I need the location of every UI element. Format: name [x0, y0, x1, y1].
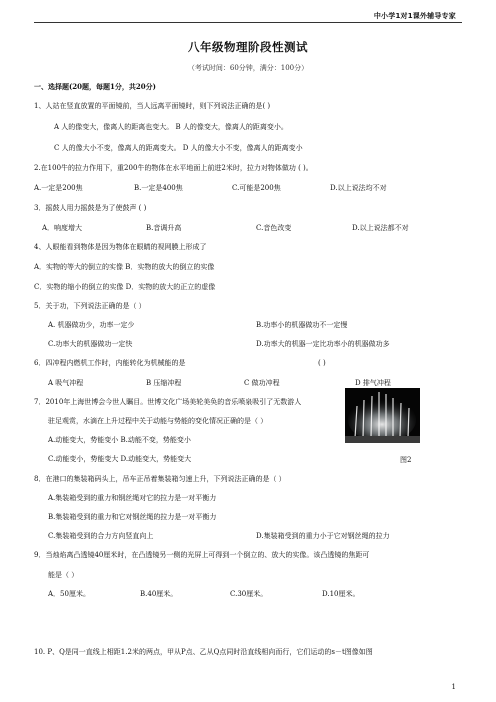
header-rule	[34, 22, 462, 23]
question-4-options-cd: C．实物的缩小的倒立的实像 D．实物的放大的正立的虚像	[34, 283, 216, 291]
question-6-stem: 6．四冲程内燃机工作时，内能转化为机械能的是	[34, 359, 186, 367]
question-5-option-b: B.功率小的机器做功不一定慢	[256, 321, 348, 329]
question-5-option-a: A. 机器做功少，功率一定少	[48, 321, 135, 329]
question-1-stem: 1、人站在竖直放置的平面镜前，当人远离平面镜时，则下列说法正确的是( )	[34, 102, 271, 110]
question-8-option-b: B.集装箱受到的重力和它对钢丝绳的拉力是一对平衡力	[48, 513, 217, 521]
question-7-stem: 7．2010年上海世博会今世人瞩目。世博文化广场美轮美奂的音乐喷泉吸引了无数游人	[34, 398, 302, 406]
question-7-options-cd: C.动能变小，势能变大 D.动能变大，势能变大	[48, 455, 192, 463]
figure-2-label: 图2	[400, 456, 412, 464]
question-2-stem: 2.在100牛的拉力作用下，重200牛的物体在水平地面上前进2米时，拉力对物体做功 ( )。	[34, 164, 313, 172]
question-7-stem-continued: 驻足观赏，水滴在上升过程中关于动能与势能的变化情况正确的是（ ）	[48, 417, 268, 425]
question-3-option-a: A．响度增大	[42, 224, 83, 232]
question-2-option-d: D.以上说法均不对	[330, 184, 387, 192]
question-7-options-ab: A.动能变大，势能变小 B.动能不变，势能变小	[48, 436, 191, 444]
question-4-stem: 4、人眼能看到物体是因为物体在眼睛的视网膜上形成了	[34, 243, 207, 251]
question-6-option-b: B 压缩冲程	[146, 379, 182, 387]
question-3-option-b: B.音调升高	[146, 224, 182, 232]
page-number: 1	[451, 683, 456, 691]
question-9-stem: 9．当烛焰离凸透镜40厘米时，在凸透镜另一侧的光屏上可得到一个倒立的、放大的实像。该凸透镜的焦距可	[34, 551, 370, 559]
question-5-stem: 5．关于功，下列说法正确的是（ ）	[34, 302, 146, 310]
question-9-stem-continued: 能是（ ）	[48, 571, 79, 579]
page-title: 八年级物理阶段性测试	[188, 40, 308, 54]
question-1-options-cd: C 人的像大小不变，像离人的距离变大。 D 人的像大小不变，像离人的距离变小	[54, 144, 303, 152]
header-brand: 中小学1对1课外辅导专家	[373, 12, 456, 20]
question-9-option-c: C.30厘米。	[230, 590, 268, 598]
question-6-option-a: A 吸气冲程	[48, 379, 84, 387]
question-2-option-a: A.一定是200焦	[34, 184, 83, 192]
question-3-option-d: D.以上说法都不对	[352, 224, 409, 232]
question-2-option-c: C.可能是200焦	[232, 184, 281, 192]
question-8-option-a: A.集装箱受到的重力和钢丝绳对它的拉力是一对平衡力	[48, 494, 217, 502]
question-9-option-a: A．50厘米。	[48, 590, 90, 598]
question-10-stem: 10. P、Q是同一直线上相距1.2米的两点，甲从P点、乙从Q点同时沿直线相向而行，它们运动的s－t图像如图	[34, 648, 373, 656]
exam-info: （考试时间：60分钟，满分：100分）	[187, 64, 309, 72]
question-1-options-ab: A 人的像变大，像离人的距离也变大。 B 人的像变大，像离人的距离变小。	[54, 123, 288, 131]
question-6-option-c: C 做功冲程	[244, 379, 280, 387]
question-9-option-b: B.40厘米。	[140, 590, 178, 598]
question-5-option-c: C.功率大的机器做功一定快	[48, 340, 133, 348]
question-4-options-ab: A．实物的等大的倒立的实像 B．实物的放大的倒立的实像	[34, 263, 215, 271]
question-2-option-b: B.一定是400焦	[134, 184, 183, 192]
question-3-option-c: C.音色改变	[256, 224, 292, 232]
fountain-photo	[345, 388, 420, 443]
section-heading: 一、选择题(20题，每题1分，共20分)	[34, 82, 156, 91]
question-8-option-d: D.集装箱受到的重力小于它对钢丝绳的拉力	[256, 532, 390, 540]
question-9-option-d: D.10厘米。	[322, 590, 360, 598]
question-6-answer-paren: ( )	[318, 359, 326, 367]
question-8-option-c: C.集装箱受到的合力方向竖直向上	[48, 532, 154, 540]
question-8-stem: 8．在港口的集装箱码头上，吊车正吊着集装箱匀速上升，下列说法正确的是（ ）	[34, 475, 286, 483]
question-3-stem: 3．摇鼓人用力摇鼓是为了使鼓声 ( )	[34, 204, 147, 212]
question-6-option-d: D 排气冲程	[355, 379, 391, 387]
question-5-option-d: D.功率大的机器一定比功率小的机器做功多	[256, 340, 390, 348]
